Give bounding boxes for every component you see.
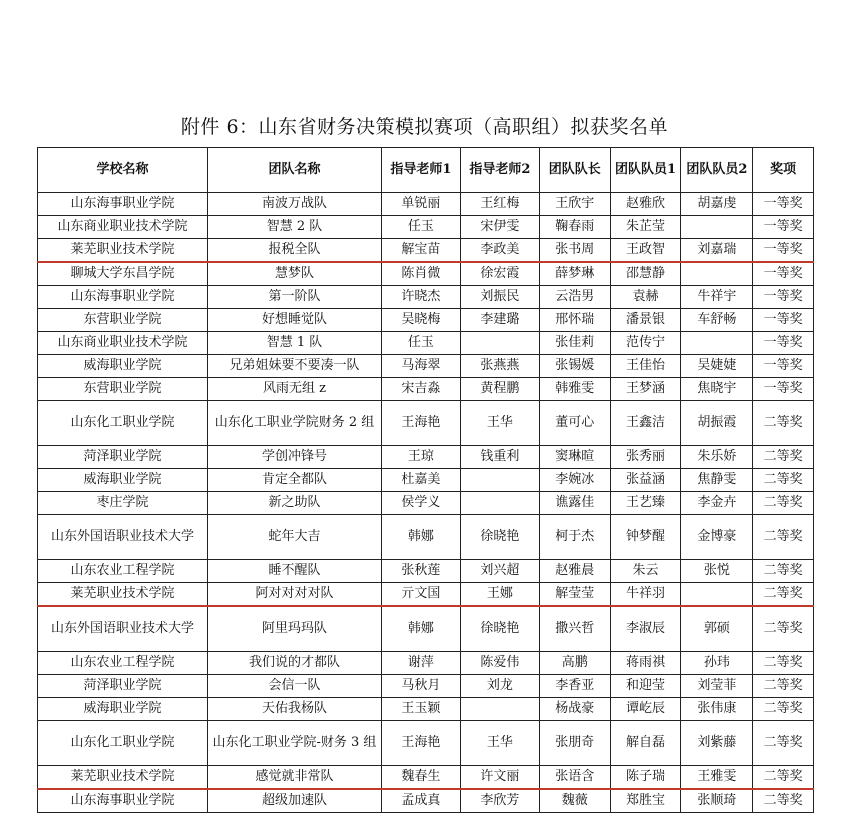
member-2-cell: 刘嘉瑞 [681,239,753,263]
team-cell: 南波万战队 [207,193,381,216]
member-2-cell: 焦静雯 [681,469,753,492]
award-cell: 二等奖 [753,492,814,515]
school-cell: 山东化工职业学院 [38,401,208,446]
member-2-cell: 王雅雯 [681,766,753,790]
team-cell: 超级加速队 [207,789,381,813]
teacher-1-cell: 王琼 [381,446,460,469]
captain-cell: 张书周 [539,239,610,263]
document-title: 附件 6：山东省财务决策模拟赛项（高职组）拟获奖名单 [180,116,669,138]
member-2-cell: 金博豪 [681,515,753,560]
school-cell: 菏泽职业学院 [38,446,208,469]
team-cell: 学创冲锋号 [207,446,381,469]
teacher-2-cell [460,492,539,515]
team-cell: 肯定全都队 [207,469,381,492]
team-cell: 阿里玛玛队 [207,606,381,652]
member-1-cell: 和迎莹 [610,675,681,698]
captain-cell: 王欣宇 [539,193,610,216]
team-cell: 蛇年大吉 [207,515,381,560]
teacher-2-cell: 王华 [460,401,539,446]
member-1-cell: 王艺臻 [610,492,681,515]
teacher-1-cell: 亓文国 [381,583,460,607]
table-row [38,766,814,790]
member-2-cell: 朱乐娇 [681,446,753,469]
school-cell: 山东外国语职业技术大学 [38,606,208,652]
teacher-1-cell: 许晓杰 [381,286,460,309]
team-cell: 兄弟姐妹要不要凑一队 [207,355,381,378]
teacher-1-cell: 马海翠 [381,355,460,378]
member-2-cell: 张顺琦 [681,789,753,813]
table-row [38,332,814,355]
teacher-1-cell: 杜嘉美 [381,469,460,492]
captain-cell: 韩雅雯 [539,378,610,401]
member-2-cell: 刘紫藤 [681,721,753,766]
team-cell: 智慧 1 队 [207,332,381,355]
member-2-cell: 李金卉 [681,492,753,515]
team-cell: 新之助队 [207,492,381,515]
table-row [38,469,814,492]
award-cell: 二等奖 [753,698,814,721]
teacher-1-cell: 马秋月 [381,675,460,698]
header-award: 奖项 [753,148,814,193]
member-2-cell [681,262,753,286]
member-2-cell: 焦晓宇 [681,378,753,401]
award-cell: 二等奖 [753,515,814,560]
school-cell: 东营职业学院 [38,378,208,401]
table-row [38,560,814,583]
teacher-1-cell: 解宝苗 [381,239,460,263]
teacher-1-cell: 韩娜 [381,606,460,652]
school-cell: 山东海事职业学院 [38,789,208,813]
captain-cell: 杨战豪 [539,698,610,721]
teacher-2-cell: 黄程鹏 [460,378,539,401]
teacher-2-cell: 刘兴超 [460,560,539,583]
award-cell: 二等奖 [753,789,814,813]
award-cell: 一等奖 [753,216,814,239]
member-1-cell: 李淑辰 [610,606,681,652]
team-cell: 慧梦队 [207,262,381,286]
teacher-1-cell: 张秋莲 [381,560,460,583]
award-cell: 二等奖 [753,469,814,492]
team-cell: 天佑我杨队 [207,698,381,721]
teacher-1-cell: 孟成真 [381,789,460,813]
table-row [38,286,814,309]
teacher-1-cell: 王海艳 [381,721,460,766]
captain-cell: 张语含 [539,766,610,790]
award-cell: 二等奖 [753,401,814,446]
captain-cell: 张佳莉 [539,332,610,355]
member-1-cell: 范传宁 [610,332,681,355]
teacher-2-cell [460,332,539,355]
award-cell: 二等奖 [753,721,814,766]
school-cell: 山东商业职业技术学院 [38,332,208,355]
table-header-row [38,148,814,193]
teacher-2-cell: 宋伊雯 [460,216,539,239]
header-member-1: 团队队员1 [610,148,681,193]
member-1-cell: 陈子瑞 [610,766,681,790]
member-2-cell [681,216,753,239]
header-teacher-2: 指导老师2 [460,148,539,193]
school-cell: 菏泽职业学院 [38,675,208,698]
award-cell: 一等奖 [753,309,814,332]
team-cell: 风雨无组 z [207,378,381,401]
teacher-2-cell: 王华 [460,721,539,766]
table-row [38,446,814,469]
award-cell: 二等奖 [753,652,814,675]
teacher-2-cell: 王红梅 [460,193,539,216]
table-row [38,378,814,401]
school-cell: 莱芜职业技术学院 [38,583,208,607]
member-1-cell: 王政智 [610,239,681,263]
team-cell: 山东化工职业学院财务 2 组 [207,401,381,446]
teacher-2-cell: 张燕燕 [460,355,539,378]
member-1-cell: 谭屹辰 [610,698,681,721]
table-row [38,262,814,286]
school-cell: 聊城大学东昌学院 [38,262,208,286]
award-cell: 一等奖 [753,262,814,286]
table-row [38,492,814,515]
team-cell: 好想睡觉队 [207,309,381,332]
school-cell: 山东农业工程学院 [38,560,208,583]
table-row [38,675,814,698]
member-2-cell: 郭硕 [681,606,753,652]
teacher-1-cell: 魏春生 [381,766,460,790]
award-cell: 一等奖 [753,239,814,263]
table-body [38,193,814,813]
table-row [38,239,814,263]
team-cell: 智慧 2 队 [207,216,381,239]
captain-cell: 撒兴哲 [539,606,610,652]
award-cell: 二等奖 [753,675,814,698]
captain-cell: 解莹莹 [539,583,610,607]
school-cell: 莱芜职业技术学院 [38,766,208,790]
captain-cell: 李香亚 [539,675,610,698]
member-1-cell: 张秀丽 [610,446,681,469]
member-2-cell: 孙玮 [681,652,753,675]
teacher-1-cell: 单锐丽 [381,193,460,216]
header-teacher-1: 指导老师1 [381,148,460,193]
teacher-1-cell: 韩娜 [381,515,460,560]
school-cell: 威海职业学院 [38,698,208,721]
table-row [38,515,814,560]
teacher-2-cell: 李建璐 [460,309,539,332]
team-cell: 我们说的才都队 [207,652,381,675]
school-cell: 枣庄学院 [38,492,208,515]
member-1-cell: 王佳怡 [610,355,681,378]
team-cell: 第一阶队 [207,286,381,309]
teacher-1-cell: 吴晓梅 [381,309,460,332]
school-cell: 威海职业学院 [38,355,208,378]
table-row [38,583,814,607]
award-cell: 二等奖 [753,446,814,469]
member-1-cell: 袁赫 [610,286,681,309]
teacher-2-cell: 徐宏霞 [460,262,539,286]
award-cell: 二等奖 [753,560,814,583]
member-1-cell: 王梦涵 [610,378,681,401]
member-1-cell: 张益涵 [610,469,681,492]
member-1-cell: 牛祥羽 [610,583,681,607]
team-cell: 报税全队 [207,239,381,263]
table-row [38,355,814,378]
award-cell: 一等奖 [753,193,814,216]
teacher-1-cell: 侯学义 [381,492,460,515]
captain-cell: 赵雅晨 [539,560,610,583]
captain-cell: 云浩男 [539,286,610,309]
table-row [38,401,814,446]
member-2-cell: 吴婕婕 [681,355,753,378]
award-cell: 二等奖 [753,606,814,652]
captain-cell: 谯露佳 [539,492,610,515]
award-cell: 一等奖 [753,378,814,401]
award-cell: 二等奖 [753,766,814,790]
school-cell: 山东海事职业学院 [38,286,208,309]
captain-cell: 窦琳暄 [539,446,610,469]
teacher-2-cell: 许文丽 [460,766,539,790]
teacher-2-cell [460,698,539,721]
school-cell: 东营职业学院 [38,309,208,332]
captain-cell: 薛梦琳 [539,262,610,286]
teacher-1-cell: 任玉 [381,332,460,355]
table-row [38,606,814,652]
member-2-cell: 张悦 [681,560,753,583]
school-cell: 山东外国语职业技术大学 [38,515,208,560]
table-row [38,193,814,216]
team-cell: 山东化工职业学院-财务 3 组 [207,721,381,766]
award-cell: 二等奖 [753,583,814,607]
teacher-2-cell: 刘振民 [460,286,539,309]
school-cell: 山东化工职业学院 [38,721,208,766]
team-cell: 阿对对对对队 [207,583,381,607]
member-1-cell: 朱云 [610,560,681,583]
captain-cell: 邢怀瑞 [539,309,610,332]
teacher-2-cell: 陈爱伟 [460,652,539,675]
team-cell: 睡不醒队 [207,560,381,583]
school-cell: 山东商业职业技术学院 [38,216,208,239]
member-1-cell: 邵慧静 [610,262,681,286]
member-1-cell: 朱芷莹 [610,216,681,239]
table-row [38,309,814,332]
member-1-cell: 蒋雨祺 [610,652,681,675]
captain-cell: 柯于杰 [539,515,610,560]
teacher-2-cell: 李政美 [460,239,539,263]
award-list-table [37,147,814,813]
member-2-cell: 车舒畅 [681,309,753,332]
team-cell: 会信一队 [207,675,381,698]
member-1-cell: 王鑫洁 [610,401,681,446]
member-2-cell: 胡振霞 [681,401,753,446]
member-1-cell: 潘景银 [610,309,681,332]
teacher-2-cell: 刘龙 [460,675,539,698]
member-2-cell: 张伟康 [681,698,753,721]
teacher-2-cell: 王娜 [460,583,539,607]
teacher-1-cell: 任玉 [381,216,460,239]
award-cell: 一等奖 [753,332,814,355]
award-cell: 一等奖 [753,286,814,309]
member-2-cell: 刘莹菲 [681,675,753,698]
member-1-cell: 钟梦醒 [610,515,681,560]
header-member-2: 团队队员2 [681,148,753,193]
school-cell: 山东农业工程学院 [38,652,208,675]
team-cell: 感觉就非常队 [207,766,381,790]
captain-cell: 魏薇 [539,789,610,813]
table-row [38,698,814,721]
captain-cell: 高鹏 [539,652,610,675]
header-team: 团队名称 [207,148,381,193]
member-2-cell [681,583,753,607]
captain-cell: 李婉冰 [539,469,610,492]
teacher-2-cell: 徐晓艳 [460,606,539,652]
member-2-cell [681,332,753,355]
teacher-2-cell: 钱重利 [460,446,539,469]
teacher-1-cell: 宋吉淼 [381,378,460,401]
member-1-cell: 赵雅欣 [610,193,681,216]
member-1-cell: 郑胜宝 [610,789,681,813]
award-cell: 一等奖 [753,355,814,378]
teacher-2-cell: 李欣芳 [460,789,539,813]
table-row [38,216,814,239]
table-row [38,652,814,675]
teacher-1-cell: 谢萍 [381,652,460,675]
captain-cell: 鞠春雨 [539,216,610,239]
school-cell: 山东海事职业学院 [38,193,208,216]
school-cell: 莱芜职业技术学院 [38,239,208,263]
captain-cell: 张朋奇 [539,721,610,766]
member-2-cell: 牛祥宇 [681,286,753,309]
teacher-1-cell: 陈肖微 [381,262,460,286]
header-school: 学校名称 [38,148,208,193]
teacher-1-cell: 王玉颖 [381,698,460,721]
teacher-1-cell: 王海艳 [381,401,460,446]
captain-cell: 张锡媛 [539,355,610,378]
member-1-cell: 解自磊 [610,721,681,766]
teacher-2-cell: 徐晓艳 [460,515,539,560]
captain-cell: 董可心 [539,401,610,446]
teacher-2-cell [460,469,539,492]
school-cell: 威海职业学院 [38,469,208,492]
header-captain: 团队队长 [539,148,610,193]
member-2-cell: 胡嘉虔 [681,193,753,216]
table-row [38,721,814,766]
